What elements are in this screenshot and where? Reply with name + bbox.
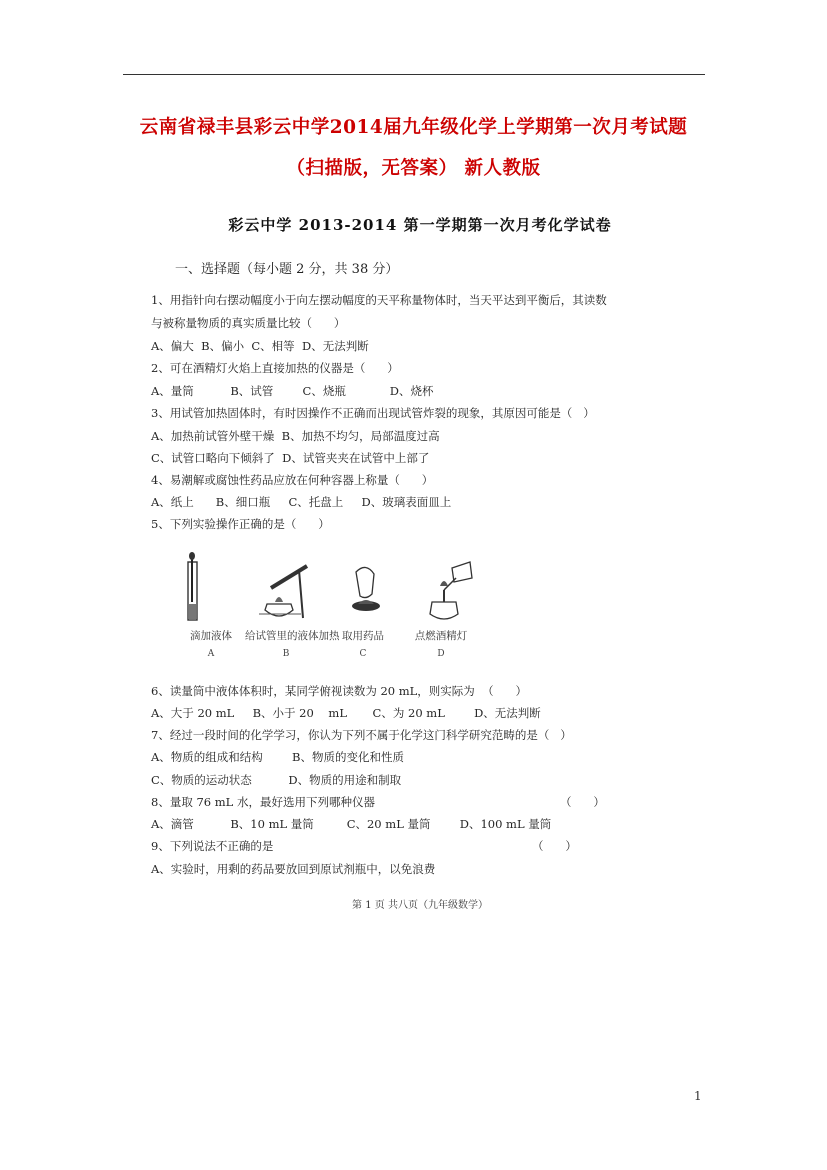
document-subtitle: （扫描版，无答案） 新人教版 — [286, 158, 541, 179]
figure-a-letter: A — [207, 649, 215, 659]
question-9-answer-paren: （ ） — [532, 839, 577, 853]
page-number: 1 — [694, 1089, 702, 1103]
exam-title: 彩云中学 2013-2014 第一学期第一次月考化学试卷 — [228, 216, 612, 234]
figure-c-letter: C — [359, 649, 367, 659]
question-1-line-2: 与被称量物质的真实质量比较（ ） — [151, 316, 346, 330]
question-3-options-cd: C、试管口略向下倾斜了 D、试管夹夹在试管中上部了 — [151, 451, 430, 465]
section-heading: 一、选择题（每小题 2 分，共 38 分） — [175, 262, 399, 277]
question-8-options: A、滴管 B、10 mL 量筒 C、20 mL 量筒 D、100 mL 量筒 — [151, 817, 552, 831]
question-2: 2、可在酒精灯火焰上直接加热的仪器是（ ） — [151, 361, 399, 375]
figure-c — [322, 552, 404, 660]
question-6: 6、读量筒中液体体积时，某同学俯视读数为 20 mL，则实际为 （ ） — [151, 684, 528, 698]
document-title: 云南省禄丰县彩云中学2014届九年级化学上学期第一次月考试题 — [139, 117, 688, 138]
scanned-exam-page — [120, 200, 720, 920]
question-4: 4、易潮解或腐蚀性药品应放在何种容器上称量（ ） — [151, 473, 434, 487]
figure-b — [245, 552, 340, 660]
taking-reagent-illustration — [322, 552, 404, 627]
question-7: 7、经过一段时间的化学学习，你认为下列不属于化学这门科学研究范畴的是（ ） — [151, 728, 572, 742]
question-5-figures — [170, 552, 480, 660]
question-7-options-ab: A、物质的组成和结构 B、物质的变化和性质 — [151, 750, 404, 764]
question-6-options: A、大于 20 mL B、小于 20 mL C、为 20 mL D、无法判断 — [151, 706, 541, 720]
figure-d-letter: D — [437, 649, 445, 659]
question-1-options: A、偏大 B、偏小 C、相等 D、无法判断 — [151, 339, 369, 353]
question-8-answer-paren: （ ） — [560, 795, 605, 809]
question-2-options: A、量筒 B、试管 C、烧瓶 D、烧杯 — [151, 384, 434, 398]
question-3: 3、用试管加热固体时，有时因操作不正确而出现试管炸裂的现象，其原因可能是（ ） — [151, 406, 595, 420]
heating-tube-illustration — [245, 552, 327, 627]
scan-footer: 第 1 页 共八页（九年级数学） — [352, 900, 488, 911]
question-4-options: A、纸上 B、细口瓶 C、托盘上 D、玻璃表面皿上 — [151, 495, 452, 509]
figure-b-letter: B — [282, 649, 290, 659]
figure-a-label: 滴加液体 — [190, 630, 232, 642]
question-9: 9、下列说法不正确的是 — [151, 839, 274, 853]
figure-b-label: 给试管里的液体加热 — [245, 630, 340, 642]
figure-d-label: 点燃酒精灯 — [414, 630, 468, 642]
lighting-lamp-illustration — [400, 552, 482, 627]
question-3-options-ab: A、加热前试管外壁干燥 B、加热不均匀，局部温度过高 — [151, 429, 440, 443]
header-rule — [123, 74, 705, 75]
figure-c-label: 取用药品 — [342, 630, 384, 642]
figure-a — [170, 552, 252, 660]
question-5: 5、下列实验操作正确的是（ ） — [151, 517, 330, 531]
dropper-tube-illustration — [170, 552, 252, 627]
question-9-option-a: A、实验时，用剩的药品要放回到原试剂瓶中，以免浪费 — [151, 862, 436, 876]
question-8: 8、量取 76 mL 水，最好选用下列哪种仪器 — [151, 795, 375, 809]
question-1-line-1: 1、用指针向右摆动幅度小于向左摆动幅度的天平称量物体时，当天平达到平衡后，其读数 — [151, 293, 607, 307]
question-7-options-cd: C、物质的运动状态 D、物质的用途和制取 — [151, 773, 402, 787]
figure-d — [400, 552, 482, 660]
